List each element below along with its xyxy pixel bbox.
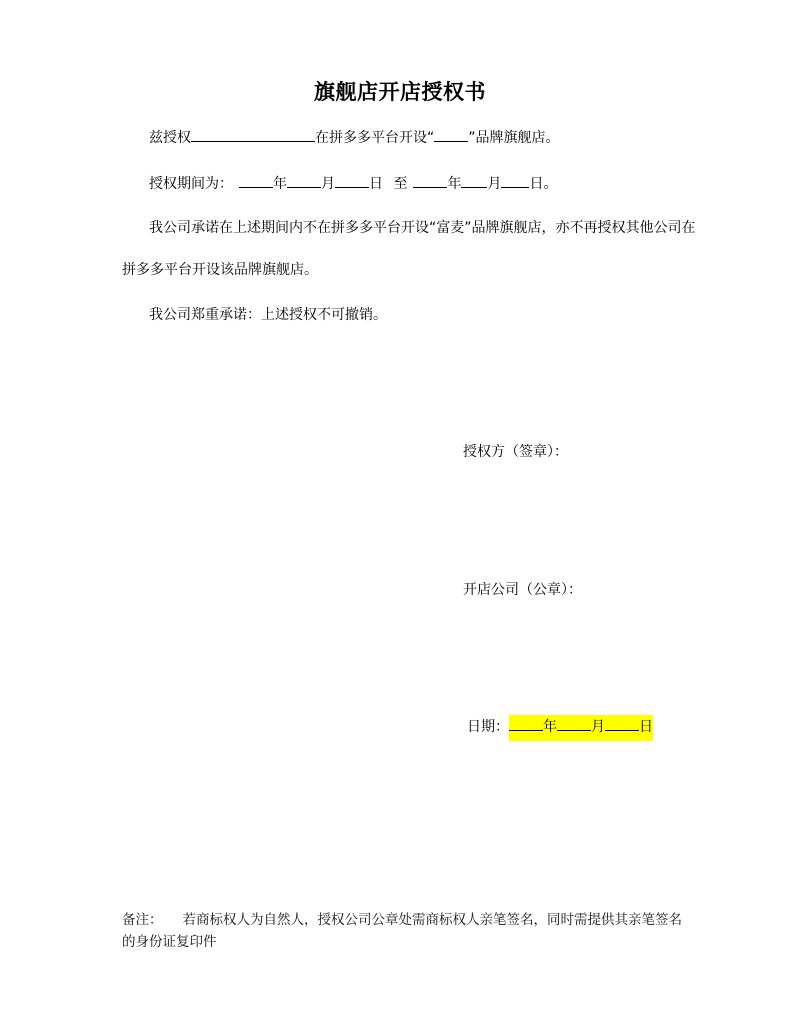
grantee-blank: [191, 127, 315, 142]
promise-line-1: 我公司承诺在上述期间内不在拼多多平台开设“富麦”品牌旗舰店，亦不再授权其他公司在: [149, 220, 696, 236]
start-year-blank: [239, 173, 273, 188]
grant-suffix: ”品牌旗舰店。: [468, 130, 560, 146]
period-line: [149, 173, 557, 194]
period-label: 授权期间为：: [149, 176, 233, 192]
date-month-blank: [557, 716, 591, 731]
remark-text: 若商标权人为自然人，授权公司公章处需商标权人亲笔签名，同时需提供其亲笔签名的身份证复印件: [122, 912, 682, 950]
date-line: [467, 716, 653, 737]
document-title: 旗舰店开店授权书: [314, 80, 486, 104]
end-day-blank: [501, 173, 529, 188]
date-year-blank: [509, 716, 543, 731]
start-year-unit: 年: [273, 176, 287, 192]
date-day-unit: 日: [639, 719, 653, 735]
promise-line-2: 拼多多平台开设该品牌旗舰店。: [122, 262, 318, 278]
end-year-blank: [413, 173, 447, 188]
start-day-unit: 日: [369, 176, 383, 192]
grant-line: [149, 127, 560, 148]
solemn-promise: 我公司郑重承诺：上述授权不可撤销。: [149, 307, 387, 323]
period-to: 至: [393, 176, 408, 192]
start-month-blank: [287, 173, 321, 188]
remark-label: 备注：: [122, 912, 163, 928]
date-day-blank: [605, 716, 639, 731]
end-month-unit: 月: [487, 176, 502, 192]
date-year-unit: 年: [543, 719, 557, 735]
end-year-unit: 年: [447, 176, 462, 192]
date-label: 日期：: [467, 719, 509, 735]
end-month-blank: [461, 173, 487, 188]
company-seal-label: 开店公司（公章）：: [463, 582, 582, 598]
grant-prefix: 兹授权: [149, 130, 191, 146]
date-highlight: [509, 715, 653, 741]
start-day-blank: [335, 173, 369, 188]
remark-note: [122, 909, 692, 953]
start-month-unit: 月: [321, 176, 335, 192]
date-month-unit: 月: [591, 719, 605, 735]
end-day-unit: 日。: [529, 176, 558, 192]
grantor-signature-label: 授权方（签章）：: [463, 444, 568, 460]
brand-blank: [434, 127, 468, 142]
grant-middle: 在拼多多平台开设“: [315, 130, 435, 146]
